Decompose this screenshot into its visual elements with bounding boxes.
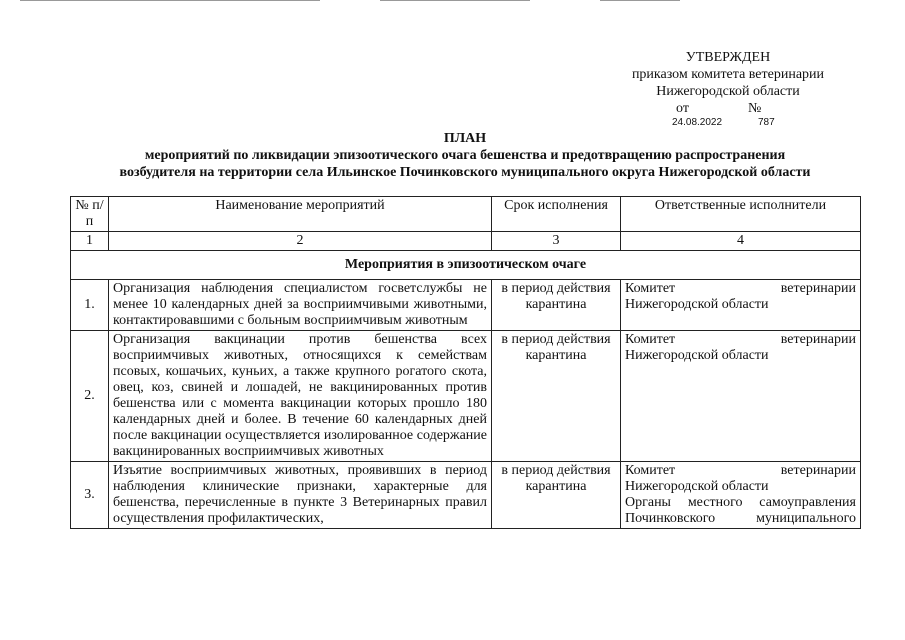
- row-responsible: [621, 331, 861, 462]
- table-row: [71, 331, 861, 462]
- col-number: 3: [492, 232, 621, 251]
- approval-block: [598, 49, 858, 126]
- responsible-line: Нижегородской области: [625, 297, 769, 312]
- approval-title: УТВЕРЖДЕН: [685, 50, 771, 65]
- responsible-line: Нижегородской области: [625, 479, 769, 494]
- plan-heading: ПЛАН: [443, 131, 487, 146]
- column-number-row: [71, 232, 861, 251]
- row-num: 3.: [71, 462, 109, 529]
- header-responsible: Ответственные исполнители: [621, 197, 861, 232]
- section-title: Мероприятия в эпизоотическом очаге: [71, 251, 861, 280]
- section-row: [71, 251, 861, 280]
- header-row: [71, 197, 861, 232]
- row-responsible: [621, 280, 861, 331]
- header-name: Наименование мероприятий: [109, 197, 492, 232]
- header-num: № п/п: [71, 197, 109, 232]
- plan-table: [70, 196, 861, 529]
- responsible-line: Починковского муниципального: [625, 511, 856, 526]
- approval-date: 24.08.2022: [672, 117, 723, 128]
- approval-number: 787: [758, 117, 775, 128]
- row-num: 2.: [71, 331, 109, 462]
- col-number: 4: [621, 232, 861, 251]
- col-number: 1: [71, 232, 109, 251]
- approval-order: приказом комитета ветеринарии: [631, 67, 825, 82]
- scan-edge-line: [380, 0, 530, 1]
- row-deadline: в период действия карантина: [492, 331, 621, 462]
- approval-region: Нижегородской области: [656, 84, 800, 99]
- table-row: [71, 462, 861, 529]
- document-title: [70, 130, 860, 181]
- col-number: 2: [109, 232, 492, 251]
- scan-edge-line: [20, 0, 320, 1]
- row-responsible: [621, 462, 861, 529]
- responsible-line: Комитет ветеринарии: [625, 463, 856, 478]
- responsible-line: Комитет ветеринарии: [625, 332, 856, 347]
- approval-date-row: [598, 100, 858, 126]
- responsible-line: Комитет ветеринарии: [625, 281, 856, 296]
- responsible-line: Нижегородской области: [625, 348, 769, 363]
- row-num: 1.: [71, 280, 109, 331]
- row-deadline: в период действия карантина: [492, 462, 621, 529]
- row-name: Изъятие восприимчивых животных, проявивших в период наблюдения клинические признаки, характерные для бешенства, перечисленные в пункте 3 Ветеринарных правил осуществления профилактических,: [109, 462, 492, 529]
- responsible-line: Органы местного самоуправления: [625, 495, 856, 510]
- from-label: от: [676, 101, 689, 116]
- plan-subtitle-2: возбудителя на территории села Ильинское Починковского муниципального округа Нижегородской области: [119, 165, 811, 180]
- row-name: Организация наблюдения специалистом госветслужбы не менее 10 календарных дней за восприимчивыми животными, контактировавшими с больным восприимчивым животным: [109, 280, 492, 331]
- row-deadline: в период действия карантина: [492, 280, 621, 331]
- plan-subtitle-1: мероприятий по ликвидации эпизоотического очага бешенства и предотвращению распространения: [144, 148, 786, 163]
- scan-edge-line: [600, 0, 680, 1]
- header-deadline: Срок исполнения: [492, 197, 621, 232]
- number-label: №: [748, 101, 762, 116]
- table-row: [71, 280, 861, 331]
- row-name: Организация вакцинации против бешенства всех восприимчивых животных, относящихся к семействам псовых, кошачьих, куньих, а также крупного рогатого скота, овец, коз, свиней и лошадей, не вакцинированных против бешенства или с момента вакцинации которых прошло 180 календарных дней и более. В течение 60 календарных дней после вакцинации осуществляется изолированное содержание вакцинированных восприимчивых животных: [109, 331, 492, 462]
